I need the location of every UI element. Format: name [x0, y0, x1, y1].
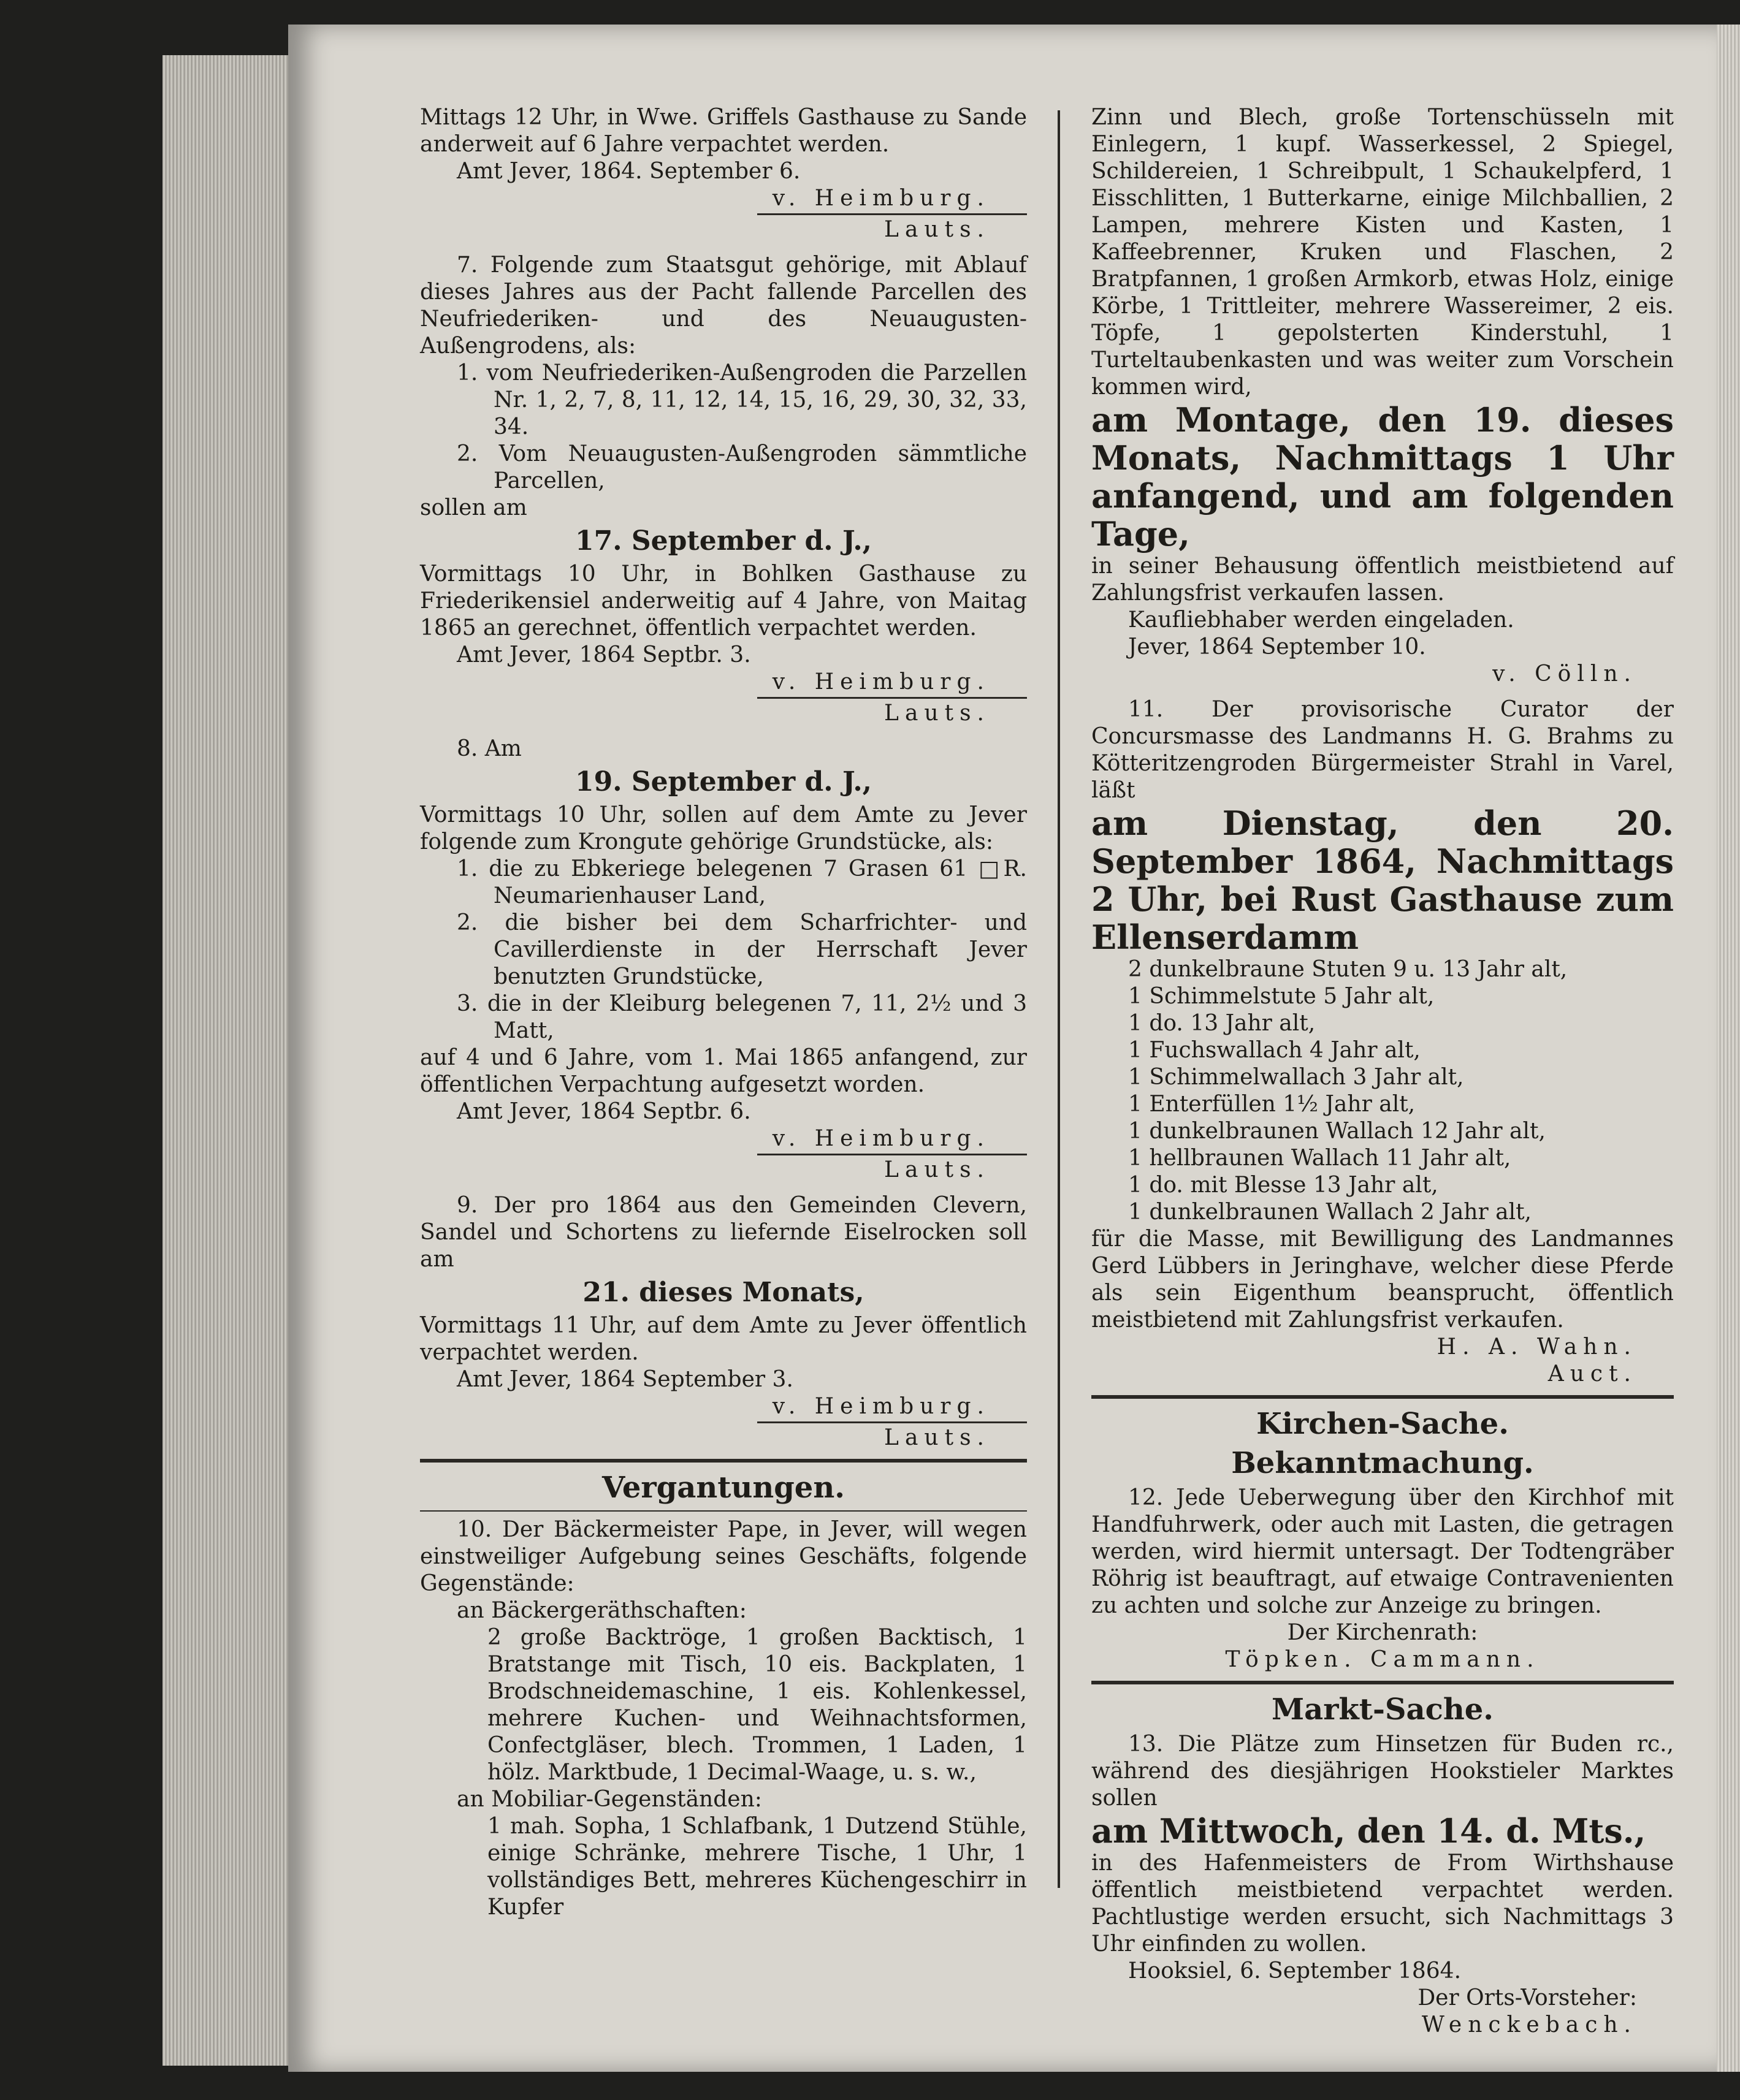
notice-9-signature: v. Heimburg.: [772, 1394, 990, 1419]
left-column: [420, 104, 1027, 1921]
notice-13-text-2: in des Hafenmeisters de From Wirthshause öffentlich meistbietend verpachtet werden. Pachtlustige werden ersucht, sich Nachmittags 3 Uhr einfinden zu wollen.: [1091, 1851, 1674, 1957]
notice-13-text: 13. Die Plätze zum Hinsetzen für Buden rc., während des diesjährigen Hookstieler Marktes sollen: [1091, 1732, 1674, 1811]
notice-6-place-date: Amt Jever, 1864. September 6.: [457, 159, 801, 184]
notice-7-place-date: Amt Jever, 1864 Septbr. 3.: [457, 642, 751, 668]
notice-12-text: 12. Jede Ueberwegung über den Kirchhof mit Handfuhrwerk, oder auch mit Lasten, die getragen werden, wird hiermit untersagt. Der Todtengräber Röhrig ist beauftragt, auf etwaige Contravenienten zu achten und solche zur Anzeige zu bringen.: [1091, 1485, 1674, 1618]
notice-11-item: 1 Schimmelstute 5 Jahr alt,: [1128, 984, 1435, 1009]
notice-10-kaufliebhaber: Kaufliebhaber werden eingeladen.: [1128, 607, 1514, 633]
notice-11-date: am Dienstag, den 20. September 1864, Nachmittags 2 Uhr, bei Rust Gasthause zum Ellenserdamm: [1091, 804, 1674, 957]
notice-11-text: 11. Der provisorische Curator der Concursmasse des Landmanns H. G. Brahms zu Kötteritzengroden Bürgermeister Strahl in Varel, läßt: [1091, 697, 1674, 803]
signature-rule: [757, 697, 1027, 699]
notice-10-text-2: in seiner Behausung öffentlich meistbietend auf Zahlungsfrist verkaufen lassen.: [1091, 554, 1674, 606]
notice-7-item-2: 2. Vom Neuaugusten-Außengroden sämmtliche Parcellen,: [457, 441, 1027, 493]
section-subheading-bekanntmachung: Bekanntmachung.: [1231, 1446, 1534, 1480]
section-heading-markt-sache: Markt-Sache.: [1271, 1692, 1494, 1727]
notice-8-signature-2: Lauts.: [884, 1157, 990, 1182]
notice-7-intro: 7. Folgende zum Staatsgut gehörige, mit Ablauf dieses Jahres aus der Pacht fallende Parcellen des Neufriederiken- und des Neuaugusten-Außengrodens, als:: [420, 253, 1027, 359]
notice-10-text: 10. Der Bäckermeister Pape, in Jever, will wegen einstweiliger Aufgebung seines Geschäfts, folgende Gegenstände:: [420, 1517, 1027, 1596]
notice-13-date: am Mittwoch, den 14. d. Mts.,: [1091, 1811, 1646, 1851]
notice-8-signature: v. Heimburg.: [772, 1126, 990, 1151]
notice-9-text: 9. Der pro 1864 aus den Gemeinden Clevern, Sandel und Schortens zu liefernde Eiselrocken soll am: [420, 1193, 1027, 1272]
notice-11-item: 1 do. 13 Jahr alt,: [1128, 1011, 1316, 1036]
heading-rule: [420, 1510, 1027, 1512]
section-rule: [1091, 1681, 1674, 1684]
section-heading-vergantungen: Vergantungen.: [602, 1470, 845, 1505]
notice-7-text: Vormittags 10 Uhr, in Bohlken Gasthause zu Friederikensiel anderweitig auf 4 Jahre, von Maitag 1865 an gerechnet, öffentlich verpachtet werden.: [420, 561, 1027, 641]
notice-10-date: am Montage, den 19. dieses Monats, Nachmittags 1 Uhr anfangend, und am folgenden Tage,: [1091, 400, 1674, 554]
notice-11-signature-2: Auct.: [1547, 1361, 1637, 1387]
notice-11-item-list: [1091, 956, 1674, 1226]
notice-11-item: 1 Fuchswallach 4 Jahr alt,: [1128, 1038, 1421, 1063]
notice-8-item-1: 1. die zu Ebkeriege belegenen 7 Grasen 61 □R. Neumarienhauser Land,: [457, 856, 1027, 908]
right-column: [1091, 104, 1674, 2039]
notice-8-text: Vormittags 10 Uhr, sollen auf dem Amte zu Jever folgende zum Krongute gehörige Grundstücke, als:: [420, 802, 1027, 854]
notice-12-signature: Töpken. Cammann.: [1225, 1647, 1540, 1672]
notice-10-continuation: Zinn und Blech, große Tortenschüsseln mit Einlegern, 1 kupf. Wasserkessel, 2 Spiegel, Schildereien, 1 Schreibpult, 1 Schaukelpferd, 1 Eisschlitten, 1 Butterkarne, einige Milchballien, 2 Lampen, mehrere Kisten und Kasten, 1 Kaffeebrenner, Kruken und Flaschen, 2 Bratpfannen, 1 großen Armkorb, etwas Holz, einige Körbe, 1 Trittleiter, mehrere Wassereimer, 2 eis. Töpfe, 1 gepolsterten Kinderstuhl, 1 Turteltaubenkasten und was weiter zum Vorschein kommen wird,: [1091, 105, 1674, 400]
notice-9-date: 21. dieses Monats,: [582, 1277, 864, 1308]
notice-10-sub-1: an Bäckergeräthschaften:: [457, 1598, 747, 1623]
notice-6-continuation: Mittags 12 Uhr, in Wwe. Griffels Gasthause zu Sande anderweit auf 6 Jahre verpachtet werden.: [420, 105, 1027, 157]
notice-10-sub-2-text: 1 mah. Sopha, 1 Schlafbank, 1 Dutzend Stühle, einige Schränke, mehrere Tische, 1 Uhr, 1 vollständiges Bett, mehreres Küchengeschirr in Kupfer: [487, 1814, 1027, 1920]
signature-rule: [757, 1154, 1027, 1155]
signature-rule: [757, 1421, 1027, 1423]
notice-9-text-2: Vormittags 11 Uhr, auf dem Amte zu Jever öffentlich verpachtet werden.: [420, 1313, 1027, 1365]
notice-8-date: 19. September d. J.,: [575, 766, 872, 797]
notice-11-item: 1 Enterfüllen 1½ Jahr alt,: [1128, 1092, 1416, 1117]
notice-13-place-date: Hooksiel, 6. September 1864.: [1128, 1958, 1462, 1984]
notice-9-signature-2: Lauts.: [884, 1425, 990, 1450]
section-heading-kirchen-sache: Kirchen-Sache.: [1256, 1407, 1509, 1441]
notice-10-sub-2: an Mobiliar-Gegenständen:: [457, 1787, 762, 1812]
notice-11-signature: H. A. Wahn.: [1437, 1334, 1637, 1360]
notice-13-signature: Wenckebach.: [1421, 2012, 1637, 2037]
notice-8-item-2: 2. die bisher bei dem Scharfrichter- und Cavillerdienste in der Herrschaft Jever benutzten Grundstücke,: [457, 910, 1027, 989]
notice-11-item: 1 hellbraunen Wallach 11 Jahr alt,: [1128, 1146, 1511, 1171]
notice-11-item: 1 Schimmelwallach 3 Jahr alt,: [1128, 1065, 1464, 1090]
notice-7-date: 17. September d. J.,: [575, 525, 872, 557]
notice-11-item: 1 dunkelbraunen Wallach 2 Jahr alt,: [1128, 1200, 1532, 1225]
notice-13-vorsteher: Der Orts-Vorsteher:: [1418, 1985, 1637, 2011]
notice-10-sub-1-text: 2 große Backtröge, 1 großen Backtisch, 1 Bratstange mit Tisch, 10 eis. Backplaten, 1 Brodschneidemaschine, 1 eis. Kohlenkessel, mehrere Kuchen- und Weihnachtsformen, Confectgläser, blech. Trommen, 1 Laden, 1 hölz. Marktbude, 1 Decimal-Waage, u. s. w.,: [487, 1625, 1027, 1785]
notice-8-am: 8. Am: [457, 736, 522, 761]
notice-8-place-date: Amt Jever, 1864 Septbr. 6.: [457, 1099, 751, 1124]
notice-10-signature: v. Cölln.: [1492, 661, 1637, 687]
right-page-edge: [1717, 25, 1740, 2072]
notice-11-item: 1 dunkelbraunen Wallach 12 Jahr alt,: [1128, 1119, 1546, 1144]
notice-6-signature: v. Heimburg.: [772, 186, 990, 211]
notice-9-place-date: Amt Jever, 1864 September 3.: [457, 1367, 793, 1392]
notice-7-signature-2: Lauts.: [884, 701, 990, 726]
notice-11-item: 1 do. mit Blesse 13 Jahr alt,: [1128, 1173, 1438, 1198]
section-rule: [420, 1459, 1027, 1463]
notice-8-item-3: 3. die in der Kleiburg belegenen 7, 11, 2½ und 3 Matt,: [457, 991, 1027, 1043]
notice-12-kirchenrath: Der Kirchenrath:: [1287, 1620, 1478, 1645]
notice-11-item: 2 dunkelbraune Stuten 9 u. 13 Jahr alt,: [1128, 957, 1568, 982]
notice-7-signature: v. Heimburg.: [772, 669, 990, 694]
notice-7-item-1: 1. vom Neufriederiken-Außengroden die Parzellen Nr. 1, 2, 7, 8, 11, 12, 14, 15, 16, 29, 30, 32, 33, 34.: [457, 360, 1027, 439]
section-rule: [1091, 1395, 1674, 1399]
column-divider: [1058, 110, 1060, 1888]
notice-11-text-2: für die Masse, mit Bewilligung des Landmannes Gerd Lübbers in Jeringhave, welcher diese Pferde als sein Eigenthum beansprucht, öffentlich meistbietend mit Zahlungsfrist verkaufen.: [1091, 1227, 1674, 1333]
notice-7-sollen: sollen am: [420, 495, 527, 520]
signature-rule: [757, 213, 1027, 215]
notice-6-signature-2: Lauts.: [884, 217, 990, 242]
notice-8-text-2: auf 4 und 6 Jahre, vom 1. Mai 1865 anfangend, zur öffentlichen Verpachtung aufgesetzt worden.: [420, 1045, 1027, 1097]
book-page-stack-edge: [162, 55, 291, 2066]
notice-10-place-date: Jever, 1864 September 10.: [1128, 634, 1426, 660]
